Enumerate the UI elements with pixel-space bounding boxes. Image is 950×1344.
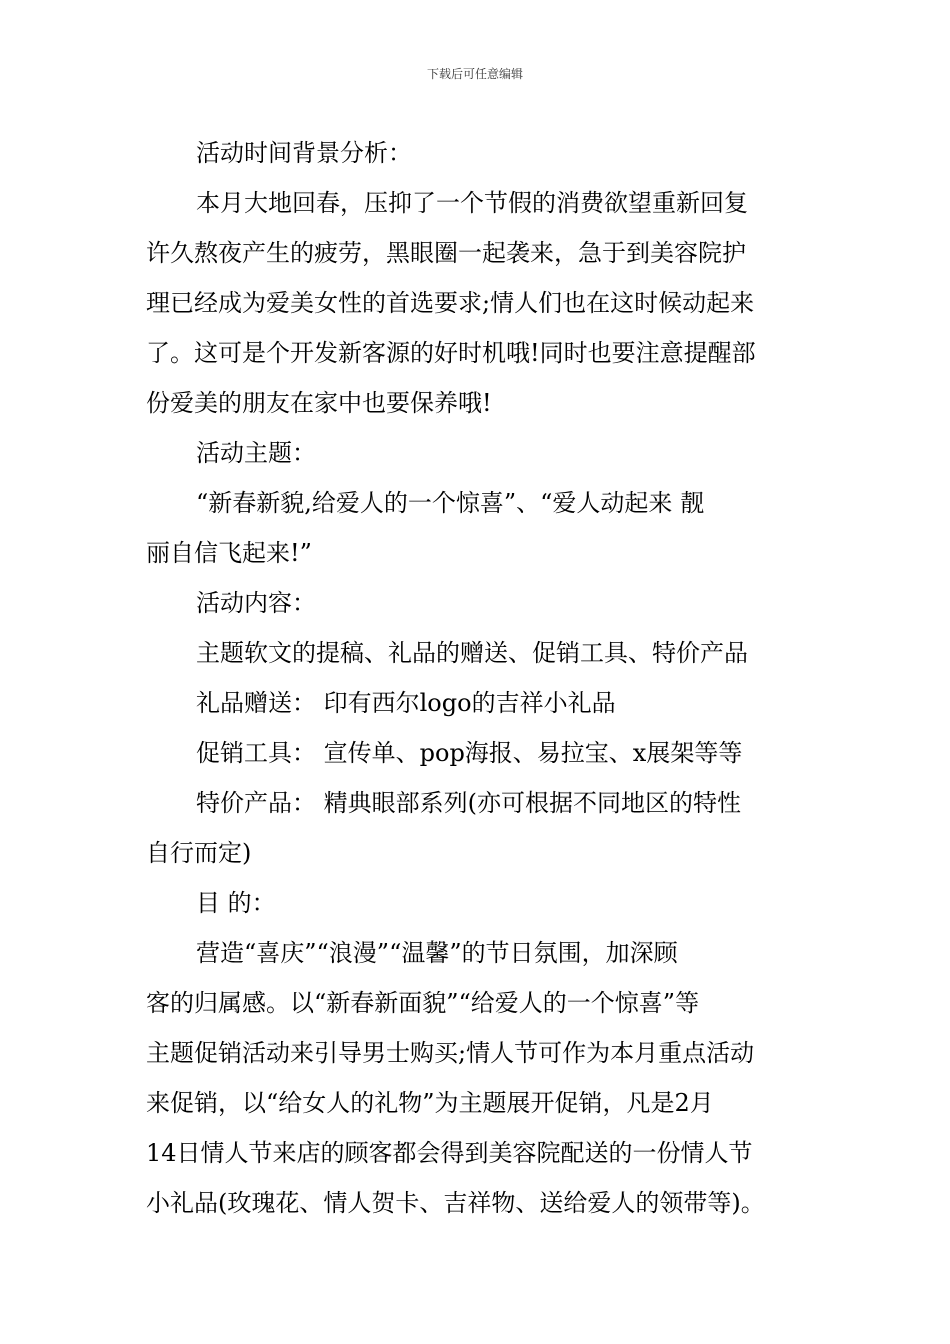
text-line-6: 份爱美的朋友在家中也要保养哦! (146, 389, 492, 417)
text-line-12: 礼品赠送： 印有西尔logo的吉祥小礼品 (196, 689, 616, 717)
text-line-17: 营造“喜庆”“浪漫”“温馨”的节日氛围，加深顾 (196, 939, 678, 967)
text-line-9: 丽自信飞起来!” (146, 539, 312, 567)
text-line-15: 自行而定) (146, 839, 252, 867)
text-line-5: 了。这可是个开发新客源的好时机哦!同时也要注意提醒部 (146, 339, 756, 367)
text-line-10: 活动内容： (196, 589, 316, 617)
text-line-22: 小礼品(玫瑰花、情人贺卡、吉祥物、送给爱人的领带等)。 (146, 1189, 765, 1217)
text-line-7: 活动主题： (196, 439, 316, 467)
text-line-13: 促销工具： 宣传单、pop海报、易拉宝、x展架等等 (196, 739, 743, 767)
text-line-1: 活动时间背景分析： (196, 139, 412, 167)
text-line-20: 来促销，以“给女人的礼物”为主题展开促销，凡是2月 (146, 1089, 714, 1117)
document-body (146, 128, 808, 1228)
text-line-14: 特价产品： 精典眼部系列(亦可根据不同地区的特性 (196, 789, 741, 817)
text-line-2: 本月大地回春，压抑了一个节假的消费欲望重新回复 (196, 189, 748, 217)
text-line-21: 14日情人节来店的顾客都会得到美容院配送的一份情人节 (146, 1139, 753, 1167)
page-header: 下载后可任意编辑 (426, 67, 523, 81)
text-line-8: “新春新貌,给爱人的一个惊喜”、“爱人动起来 靓 (196, 489, 705, 517)
text-line-16: 目 的： (196, 889, 276, 917)
text-line-4: 理已经成为爱美女性的首选要求;情人们也在这时候动起来 (146, 289, 755, 317)
text-line-18: 客的归属感。以“新春新面貌”“给爱人的一个惊喜”等 (146, 989, 700, 1017)
text-line-19: 主题促销活动来引导男士购买;情人节可作为本月重点活动 (146, 1039, 755, 1067)
text-line-11: 主题软文的提稿、礼品的赠送、促销工具、特价产品 (196, 639, 748, 667)
text-line-3: 许久熬夜产生的疲劳，黑眼圈一起袭来，急于到美容院护 (146, 239, 746, 267)
